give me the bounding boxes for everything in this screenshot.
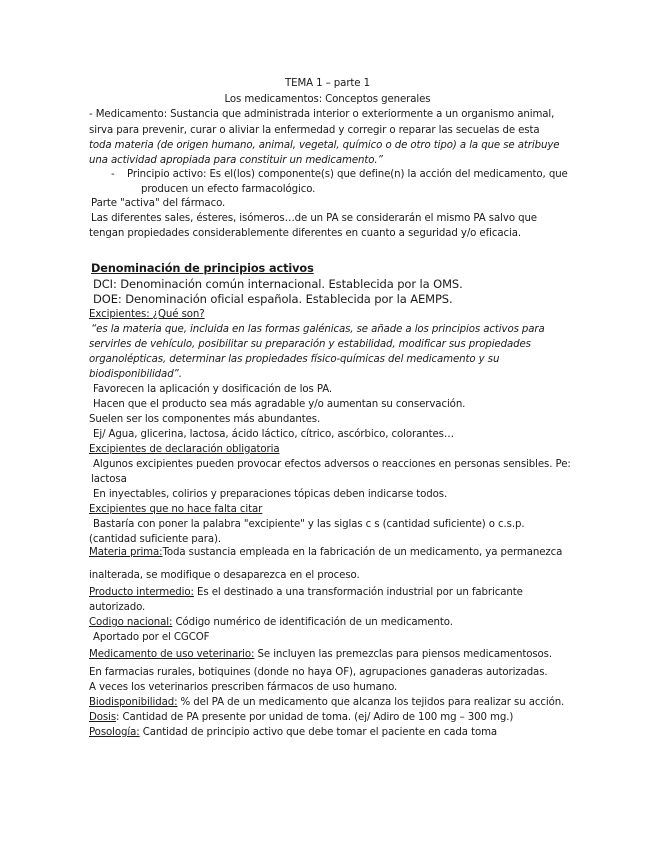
principio-line-2: producen un efecto farmacológico. <box>141 184 316 195</box>
excipientes-quote-3: organolépticas, determinar las propiedades físico-químicas del medicamento y su <box>89 354 500 365</box>
excipientes-line-1: Favorecen la aplicación y dosificación de los PA. <box>93 384 333 395</box>
producto-intermedio-label: Producto intermedio: <box>89 587 194 598</box>
veterinario-line-2: En farmacias rurales, botiquines (donde no haya OF), agrupaciones ganaderas autorizadas. <box>89 667 548 678</box>
no-citar-line-1: Bastaría con poner la palabra "excipiente" y las siglas c s (cantidad suficiente) o c.s.p. <box>93 519 525 530</box>
obligatoria-line-1: Algunos excipientes pueden provocar efectos adversos o reacciones en personas sensibles. Pe: <box>93 459 571 470</box>
principio-line-1: Principio activo: Es el(los) componente(s) que define(n) la acción del medicamento, que <box>127 169 568 180</box>
obligatoria-line-3: En inyectables, colirios y preparaciones tópicas deben indicarse todos. <box>93 489 448 500</box>
no-citar-line-2: (cantidad suficiente para). <box>89 534 222 545</box>
obligatoria-heading: Excipientes de declaración obligatoria <box>89 444 280 455</box>
obligatoria-line-2: lactosa <box>91 474 127 485</box>
veterinario-line-1 <box>89 648 552 662</box>
excipientes-line-3: Suelen ser los componentes más abundantes. <box>89 414 321 425</box>
posologia-line <box>89 726 497 740</box>
producto-intermedio-text: Es el destinado a una transformación industrial por un fabricante <box>193 587 523 598</box>
excipientes-quote-2: servirles de vehículo, posibilitar su preparación y estabilidad, modificar sus propiedades <box>89 339 531 350</box>
materia-prima-label: Materia prima: <box>89 547 163 558</box>
materia-prima-line-2: inalterada, se modifique o desaparezca en el proceso. <box>89 570 360 581</box>
no-citar-heading: Excipientes que no hace falta citar <box>89 504 263 515</box>
posologia-text: Cantidad de principio activo que debe tomar el paciente en cada toma <box>139 727 498 738</box>
codigo-nacional-text: Código numérico de identificación de un medicamento. <box>172 617 453 628</box>
veterinario-label: Medicamento de uso veterinario: <box>89 649 255 660</box>
medicamento-line-2: sirva para prevenir, curar o aliviar la enfermedad y corregir o reparar las secuelas de esta <box>89 125 540 136</box>
principio-line-5: tengan propiedades considerablemente diferentes en cuanto a seguridad y/o eficacia. <box>89 228 521 239</box>
producto-intermedio-line-1 <box>89 586 523 600</box>
biodisponibilidad-text: % del PA de un medicamento que alcanza los tejidos para realizar su acción. <box>177 697 565 708</box>
biodisponibilidad-label: Biodisponibilidad: <box>89 697 178 708</box>
materia-prima-text: Toda sustancia empleada en la fabricación de un medicamento, ya permanezca <box>162 547 563 558</box>
excipientes-line-4: Ej/ Agua, glicerina, lactosa, ácido láctico, cítrico, ascórbico, colorantes… <box>93 429 454 440</box>
biodisponibilidad-line <box>89 696 564 710</box>
codigo-nacional-label: Codigo nacional: <box>89 617 173 628</box>
denominacion-heading: Denominación de principios activos <box>91 262 314 275</box>
medicamento-line-3: toda materia (de origen humano, animal, vegetal, químico o de otro tipo) a la que se atribuye <box>89 140 560 151</box>
producto-intermedio-line-2: autorizado. <box>89 602 146 613</box>
doc-title: TEMA 1 – parte 1 <box>285 78 370 89</box>
dosis-label: Dosis <box>89 712 117 723</box>
medicamento-line-4: una actividad apropiada para constituir un medicamento.” <box>89 155 383 166</box>
materia-prima-line-1 <box>89 546 562 560</box>
medicamento-line-1: - Medicamento: Sustancia que administrada interior o exteriormente a un organismo animal, <box>89 109 555 120</box>
dosis-text: : Cantidad de PA presente por unidad de toma. (ej/ Adiro de 100 mg – 300 mg.) <box>116 712 514 723</box>
excipientes-line-2: Hacen que el producto sea más agradable y/o aumentan su conservación. <box>93 399 466 410</box>
principio-line-3: Parte "activa" del fármaco. <box>91 198 226 209</box>
doe-line: DOE: Denominación oficial española. Establecida por la AEMPS. <box>93 292 453 306</box>
veterinario-line-3: A veces los veterinarios prescriben fármacos de uso humano. <box>89 682 398 693</box>
excipientes-quote-4: biodisponibilidad”. <box>89 369 182 380</box>
posologia-label: Posología: <box>89 727 140 738</box>
excipientes-heading: Excipientes: ¿Qué son? <box>89 309 205 320</box>
principio-bullet: - <box>111 169 115 180</box>
codigo-nacional-line-1 <box>89 616 453 630</box>
veterinario-text: Se incluyen las premezclas para piensos medicamentosos. <box>254 649 553 660</box>
codigo-nacional-line-2: Aportado por el CGCOF <box>93 632 210 643</box>
doc-subtitle: Los medicamentos: Conceptos generales <box>224 94 431 105</box>
dosis-line <box>89 711 513 725</box>
dci-line: DCI: Denominación común internacional. Establecida por la OMS. <box>93 277 463 291</box>
excipientes-quote-1: “es la materia que, incluida en las formas galénicas, se añade a los principios activos para <box>91 324 545 335</box>
principio-line-4: Las diferentes sales, ésteres, isómeros…de un PA se considerarán el mismo PA salvo que <box>91 213 537 224</box>
